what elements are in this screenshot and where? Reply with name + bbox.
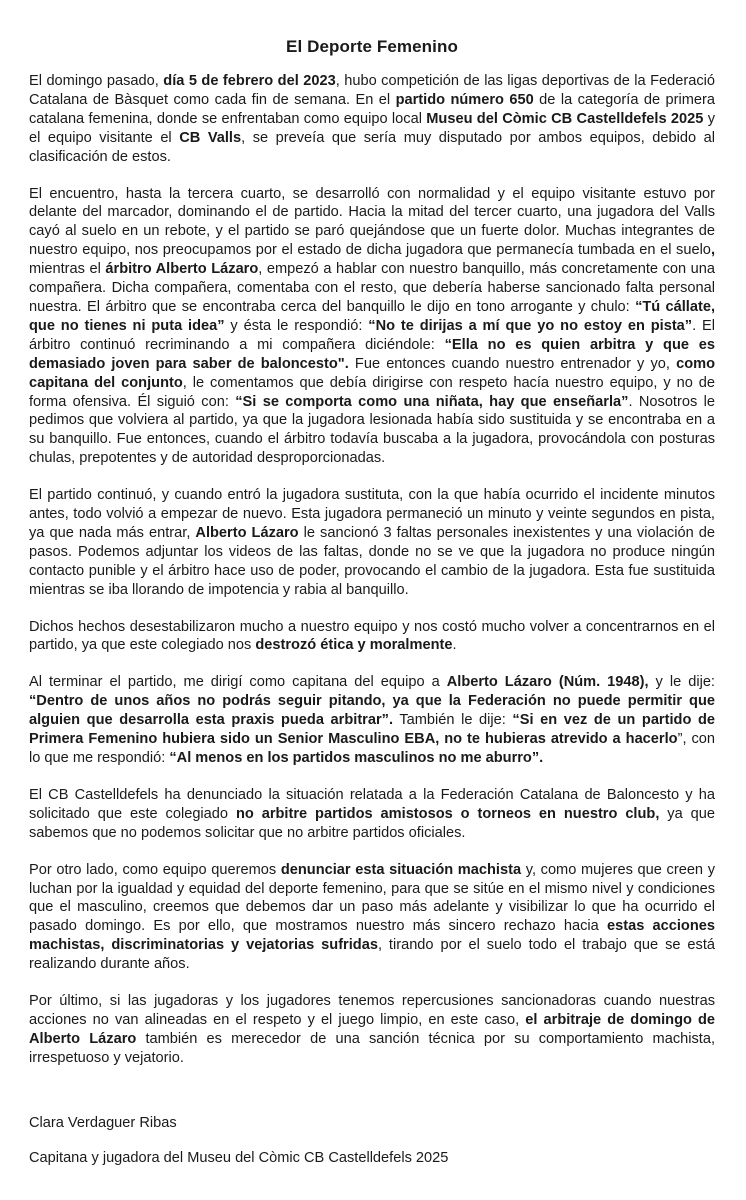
text-run: y ésta le respondió: (224, 317, 369, 334)
bold-run: el arbitraje de domingo de Alberto Lázaro (29, 1011, 715, 1047)
text-run: y le dije: (648, 674, 715, 691)
paragraph-3 (29, 486, 715, 599)
paragraph-7 (29, 861, 715, 974)
bold-run: “Ella no es quien arbitra y que es demasiado joven para saber de baloncesto". (29, 336, 715, 372)
text-run: Por otro lado, como equipo queremos (29, 861, 281, 878)
bold-run: día 5 de febrero del 2023 (163, 73, 336, 89)
text-run: El CB Castelldefels ha denunciado la situación relatada a la Federación Catalana de Baloncesto y ha solicitado que este colegiado (29, 786, 715, 822)
text-run: y, como mujeres que creen y luchan por la igualdad y equidad del deporte femenino, para que se sitúe en el mismo nivel y condiciones que el masculino, creemos que debemos dar un paso más adelante y visibilizar lo que ha ocurrido el pasado domingo. Es por ello, que mostramos nuestro más sincero rechazo hacia (29, 861, 715, 935)
text-run: , le comentamos que debía dirigirse con respeto hacía nuestro equipo, y no de forma ofensiva. Él siguió con: (29, 374, 715, 410)
bold-run: denunciar esta situación machista (280, 861, 522, 878)
bold-run: estas acciones machistas, discriminatorias y vejatorias sufridas (29, 918, 715, 954)
text-run: Al terminar el partido, me dirigí como capitana del equipo a (29, 674, 447, 691)
text-run: Por último, si las jugadoras y los jugadores tenemos repercusiones sancionadoras cuando nuestras acciones no van alineadas en el respeto y el juego limpio, en este caso, (29, 993, 715, 1028)
document-title: El Deporte Femenino (286, 37, 458, 56)
text-run: le sancionó 3 faltas personales inexistentes y una violación de pasos. Podemos adjuntar los videos de las faltas, donde no se ve que la jugadora no produce ningún contacto punible y el árbitro hace uso de poder, provocando el cambio de la jugadora. Esta fue sustituida mientras se iba llorando de impotencia y rabia al banquillo. (29, 524, 715, 598)
bold-run: Alberto Lázaro (Núm. 1948), (446, 674, 649, 691)
bold-run: Museu del Còmic CB Castelldefels 2025 (426, 110, 704, 127)
bold-run: “Si en vez de un partido de Primera Femenino hubiera sido un Senior Masculino EBA, no te hubieras atrevido a hacerlo (29, 712, 715, 748)
bold-run: partido número 650 (395, 91, 534, 108)
text-run: . Nosotros le pedimos que volviera al partido, ya que la jugadora lesionada había sido sustituida y se encontraba en a su banquillo. Fue entonces, cuando el árbitro todavía buscaba a la jugadora, provocándola con posturas chulas, prepotentes y de autoridad desproporcionadas. (29, 393, 715, 467)
bold-run: como capitana del conjunto (29, 355, 715, 391)
document-body (29, 36, 715, 1086)
signature-name: Clara Verdaguer Ribas (29, 1115, 177, 1131)
paragraph-6 (29, 786, 715, 843)
text-run: . (452, 637, 457, 654)
text-run: El encuentro, hasta la tercera cuarto, se desarrolló con normalidad y el equipo visitante estuvo por delante del marcador, dominando el de partido. Hacia la mitad del tercer cuarto, una jugadora del Valls cayó al suelo en un rebote, y el partido se paró quejándose que un fuerte dolor. Muchas integrantes de nuestro equipo, nos preocupamos por el estado de dicha jugadora que permanecía tumbada en el suelo (29, 185, 715, 259)
paragraph-2 (29, 185, 715, 469)
text-run: ya que sabemos que no podemos solicitar que no arbitre partidos oficiales. (29, 805, 715, 841)
text-run: , hubo competición de las ligas deportivas de la Federació Catalana de Bàsquet como cada fin de semana. En el (29, 73, 716, 108)
text-run: mientras el (29, 261, 106, 278)
bold-run: “Dentro de unos años no podrás seguir pitando, ya que la Federación no puede permitir que alguien que desarrolla esta praxis pueda arbitrar”. (29, 693, 715, 729)
text-run: ”, con lo que me respondió: (29, 731, 715, 766)
text-run: , se preveía que sería muy disputado por ambos equipos, debido al clasificación de estos. (29, 129, 716, 165)
bold-run: destrozó ética y moralmente (255, 637, 453, 654)
text-run: El partido continuó, y cuando entró la jugadora sustituta, con la que había ocurrido el incidente minutos antes, todo volvió a empezar de nuevo. Esta jugadora permaneció un minuto y veinte segundos en pista, ya que nada más entrar, (29, 487, 715, 541)
bold-run: árbitro Alberto Lázaro (105, 261, 259, 278)
bold-run: no arbitre partidos amistosos o torneos en nuestro club, (235, 805, 660, 822)
bold-run: “Al menos en los partidos masculinos no me aburro”. (169, 750, 544, 766)
bold-run: , (710, 242, 715, 259)
bold-run: “Si se comporta como una niñata, hay que enseñarla” (235, 393, 629, 410)
bold-run: “Tú cállate, que no tienes ni puta idea” (29, 298, 716, 334)
paragraph-4 (29, 618, 715, 656)
text-run: , tirando por el suelo todo el trabajo que se está realizando durante años. (29, 937, 715, 973)
bold-run: Alberto Lázaro (195, 524, 299, 541)
text-run: también es merecedor de una sanción técnica por su comportamiento machista, irrespetuoso y vejatorio. (29, 1030, 716, 1066)
paragraph-5 (29, 673, 715, 768)
paragraph-1 (29, 72, 715, 167)
bold-run: CB Valls (179, 129, 242, 146)
signature-role: Capitana y jugadora del Museu del Còmic CB Castelldefels 2025 (29, 1150, 449, 1166)
text-run: El domingo pasado, (29, 73, 164, 89)
text-run: y el equipo visitante el (29, 110, 715, 146)
text-run: , empezó a hablar con nuestro banquillo, más concretamente con una compañera. Dicha compañera, comentaba con el resto, que debería haberse sancionado falta personal nuestra. El árbitro que se encontraba cerca del banquillo le dijo en tono arrogante y chulo: (29, 261, 715, 315)
paragraph-8 (29, 992, 715, 1068)
text-run: de la categoría de primera catalana femenina, donde se enfrentaban como equipo local (29, 91, 715, 127)
text-run: Dichos hechos desestabilizaron mucho a nuestro equipo y nos costó mucho volver a concentrarnos en el partido, ya que este colegiado nos (29, 618, 715, 654)
bold-run: “No te dirijas a mí que yo no estoy en pista” (368, 317, 693, 334)
text-run: Fue entonces cuando nuestro entrenador y yo, (348, 355, 677, 372)
text-run: También le dije: (393, 712, 513, 729)
text-run: . El árbitro continuó recriminando a mi compañera diciéndole: (29, 317, 715, 353)
